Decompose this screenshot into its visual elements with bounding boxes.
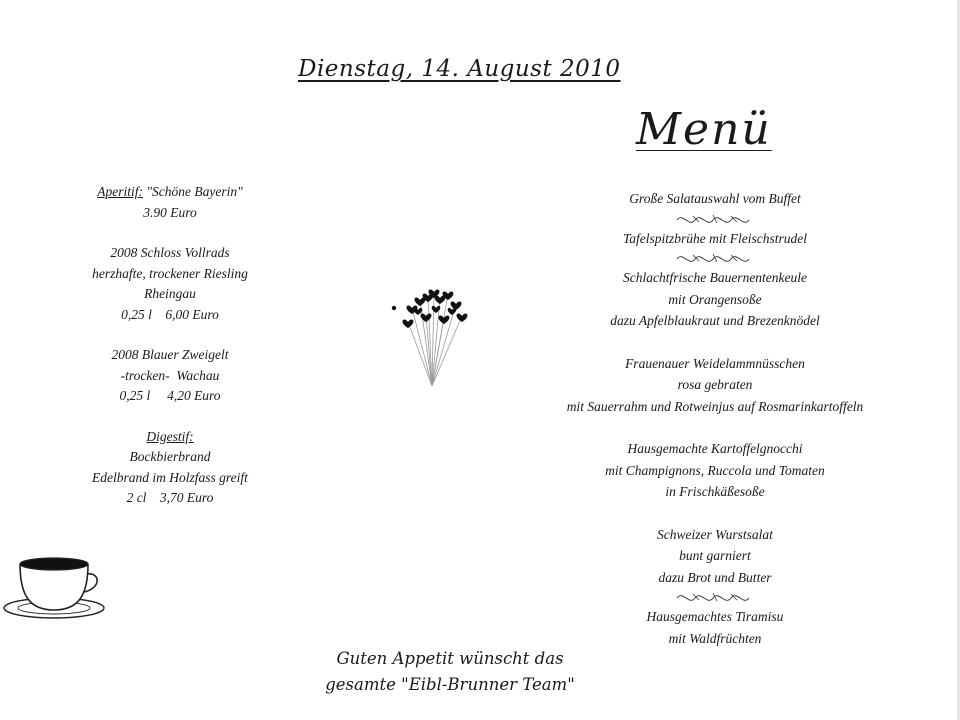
menu-column [560, 188, 870, 649]
wine-riesling-price: 0,25 l 6,00 Euro [121, 306, 219, 322]
course-line: dazu Brot und Butter [658, 569, 772, 585]
aperitif-price: 3.90 Euro [143, 204, 197, 220]
wine-riesling-line: 2008 Schloss Vollrads [110, 245, 230, 260]
ornament-divider-icon [673, 210, 757, 228]
wine-riesling-line: Rheingau [144, 286, 196, 301]
course-line: in Frischkäßesoße [665, 484, 765, 499]
menu-title: Menü [636, 104, 772, 155]
menu-date: Dienstag, 14. August 2010 [298, 56, 621, 82]
digestif-line: Bockbierbrand [129, 449, 211, 464]
flower-bouquet-icon [382, 278, 482, 390]
course-line: dazu Apfelblaukraut und Brezenknödel [610, 313, 820, 328]
digestif-price: 2 cl 3,70 Euro [126, 490, 214, 505]
course-line: Hausgemachtes Tiramisu [646, 609, 784, 624]
drinks-column [70, 182, 270, 529]
course-line: Schlachtfrische Bauernentenkeule [622, 270, 808, 285]
course-line: mit Sauerrahm und Rotweinjus auf Rosmarinkartoffeln [566, 398, 864, 414]
course-line: Schweizer Wurstsalat [657, 526, 773, 542]
footer-line: gesamte "Eibl-Brunner Team" [325, 675, 575, 694]
course-line: rosa gebraten [677, 377, 753, 392]
wine-zweigelt-price: 0,25 l 4,20 Euro [119, 388, 221, 403]
wine-riesling-line: herzhafte, trockener Riesling [92, 265, 248, 281]
footer-greeting [300, 646, 600, 698]
wine-riesling [70, 243, 270, 325]
course-line: mit Champignons, Ruccola und Tomaten [605, 462, 825, 478]
course-line: Hausgemachte Kartoffelgnocchi [627, 441, 803, 456]
aperitif-name: "Schöne Bayerin" [146, 184, 243, 199]
ornament-divider-icon [673, 588, 757, 606]
course-line: mit Waldfrüchten [668, 630, 762, 646]
course-line: Tafelspitzbrühe mit Fleischstrudel [622, 230, 807, 246]
aperitif-section [70, 182, 270, 223]
wine-zweigelt-line: 2008 Blauer Zweigelt [111, 347, 229, 362]
digestif-label: Digestif: [146, 428, 194, 444]
course-line: Frauenauer Weidelammnüsschen [625, 355, 805, 371]
aperitif-label: Aperitif: [97, 184, 143, 199]
wine-zweigelt-line: -trocken- Wachau [120, 367, 220, 383]
digestif-line: Edelbrand im Holzfass greift [92, 469, 248, 485]
footer-line: Guten Appetit wünscht das [336, 649, 564, 668]
digestif-section [70, 427, 270, 509]
wine-zweigelt [70, 345, 270, 407]
course-line: bunt garniert [679, 548, 751, 563]
coffee-cup-icon [0, 552, 108, 624]
ornament-divider-icon [673, 249, 757, 267]
course-line: Große Salatauswahl vom Buffet [629, 191, 801, 206]
aperitif-line [70, 182, 270, 203]
course-line: mit Orangensoße [668, 291, 762, 307]
